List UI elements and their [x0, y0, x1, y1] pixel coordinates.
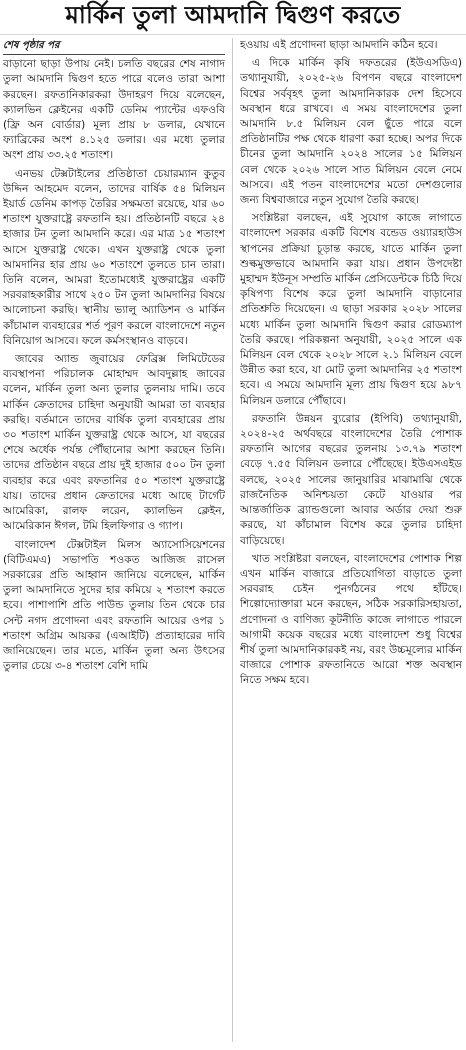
- paragraph: সংশ্লিষ্টরা বলছেন, এই সুযোগ কাজে লাগাতে বাংলাদেশ সরকার একটি বিশেষ বন্ডেড ওয়্যারহাউস স্থাপনের প্রক্রিয়া চূড়ান্ত করছে, যাতে মার্কিন তুলা শুল্কমুক্তভাবে আমদানি করা যায়। প্রধান উপদেষ্টা মুহাম্মদ ইউনূস সম্প্রতি মার্কিন প্রেসিডেন্টকে চিঠি দিয়ে কৃষিপণ্য বিশেষ করে তুলা আমদানি বাড়ানোর প্রতিশ্রুতি দিয়েছেন। এ ছাড়া সরকার ২০২৮ সালের মধ্যে মার্কিন তুলা আমদানি দ্বিগুণ করার রোডম্যাপ তৈরি করছে। পরিকল্পনা অনুযায়ী, ২০২৫ সালে এক মিলিয়ন বেল থেকে ২০২৮ সালে ২.১ মিলিয়ন বেলে উন্নীত করা হবে, যা মোট তুলা আমদানির ২৫ শতাংশ হবে। এ সময়ে আমদানি মূল্য প্রায় দ্বিগুণ হয়ে ৯৮৭ মিলিয়ন ডলারে পৌঁছাবে।: [240, 212, 462, 407]
- paragraph: জাবের অ্যান্ড জুবায়ের ফেব্রিক্স লিমিটেডের ব্যবস্থাপনা পরিচালক মোহাম্মদ আবদুল্লাহ জাবের বলেন, মার্কিন তুলা অন্য তুলার তুলনায় দামি। তবে মার্কিন ক্রেতাদের চাহিদা অনুযায়ী আমরা তা ব্যবহার করছি। বর্তমানে তাদের বার্ষিক তুলা ব্যবহারের প্রায় ৩০ শতাংশ মার্কিন যুক্তরাষ্ট্র থেকে আসে, যা বছরের শেষে অর্ধেক পর্যন্ত পৌঁছানোর আশা করছেন তিনি। তাদের প্রতিষ্ঠান বছরে প্রায় দুই হাজার ৫০০ টন তুলা ব্যবহার করে এবং রফতানির ৫০ শতাংশ যুক্তরাষ্ট্রে যায়। তাদের প্রধান ক্রেতাদের মধ্যে আছে টার্গেট আমেরিকা, রালফ লরেন, ক্যালভিন ক্লেইন, আমেরিকান ঈগল, টমি হিলফিগার ও গ্যাপ।: [3, 353, 225, 533]
- paragraph: বাড়ানো ছাড়া উপায় নেই। চলতি বছরের শেষ নাগাদ তুলা আমদানি দ্বিগুণ হতে পারে বলেও তারা আশা করছেন। রফতানিকারকরা উদাহরণ দিয়ে বলেছেন, ক্যালভিন ক্লেইনের একটি ডেনিম প্যান্টের এফওবি (ফ্রি অন বোর্ডার) মূল্য প্রায় ৮ ডলার, যেখানে ফ্যাব্রিকের অংশ ৪.১২৫ ডলার। এর মধ্যে তুলার অংশ প্রায় ৩৩.২৫ শতাংশ।: [3, 58, 225, 162]
- paragraph: খাত সংশ্লিষ্টরা বলছেন, বাংলাদেশের পোশাক শিল্প এখন মার্কিন বাজারে প্রতিযোগিতা বাড়াতে তুলা সরবরাহ চেইন পুনর্গঠনের পথে হাঁটছে। শিল্পোদ্যোক্তারা মনে করছেন, সঠিক সরকারিসহায়তা, প্রণোদনা ও বাণিজ্য কূটনীতি কাজে লাগাতে পারলে আগামী কয়েক বছরের মধ্যে বাংলাদেশ শুধু বিশ্বের শীর্ষ তুলা আমদানিকারকই নয়, বরং উচ্চমূল্যের মার্কিন বাজারে পোশাক রফতানিতে আরো শক্ত অবস্থান নিতে সক্ষম হবে।: [240, 552, 462, 687]
- paragraph: এ দিকে মার্কিন কৃষি দফতরের (ইউএসডিএ) তথ্যানুযায়ী, ২০২৫-২৬ বিপণন বছরে বাংলাদেশ বিশ্বের সর্ববৃহৎ তুলা আমদানিকারক দেশ হিসেবে অবস্থান ধরে রাখবে। এ সময় বাংলাদেশের তুলা আমদানি ৮.৫ মিলিয়ন বেল ছুঁতে পারে বলে প্রতিষ্ঠানটির পক্ষ থেকে ধারণা করা হচ্ছে। অপর দিকে চীনের তুলা আমদানি ২০২৪ সালের ১৫ মিলিয়ন বেল থেকে ২০২৬ সালে সাত মিলিয়ন বেলে নেমে আসবে। এই পতন বাংলাদেশের মতো দেশগুলোর জন্য বিশ্ববাজারে নতুন সুযোগ তৈরি করছে।: [240, 57, 462, 207]
- paragraph: বাংলাদেশ টেক্সটাইল মিলস অ্যাসোসিয়েশনের (বিটিএমএ) সভাপতি শওকত আজিজ রাসেল সরকারের প্রতি আহ্বান জানিয়ে বলেছেন, মার্কিন তুলা আমদানিতে সুদের হার কমিয়ে ২ শতাংশ করতে হবে। পাশাপাশি প্রতি পাউন্ড তুলায় তিন থেকে চার সেন্ট নগদ প্রণোদনা এবং রফতানি আয়ের ওপর ১ শতাংশ অগ্রিম আয়কর (এআইটি) প্রত্যাহারের দাবি জানিয়েছেন। তার মতে, মার্কিন তুলা অন্য উৎসের তুলার চেয়ে ৩-৪ শতাংশ বেশি দামি: [3, 538, 225, 673]
- column-divider: [232, 38, 233, 1042]
- paragraph: রফতানি উন্নয়ন ব্যুরোর (ইপিবি) তথ্যানুযায়ী, ২০২৪-২৫ অর্থবছরে বাংলাদেশের তৈরি পোশাক রফতানি আগের বছরের তুলনায় ১৩.৭৯ শতাংশ বেড়ে ৭.৫৫ বিলিয়ন ডলারে পৌঁছেছে। ইউএসএইড বলছে, ২০২৫ সালের জানুয়ারির মাঝামাঝি থেকে রাজনৈতিক অনিশ্চয়তা কেটে যাওয়ার পর আন্তর্জাতিক ব্র্যান্ডগুলো আবার অর্ডার দেয়া শুরু করছে, যা কাঁচামাল বিশেষ করে তুলার চাহিদা বাড়িয়েছে।: [240, 412, 462, 547]
- paragraph: হওয়ায় এই প্রণোদনা ছাড়া আমদানি কঠিন হবে।: [240, 39, 438, 51]
- left-column: [3, 38, 225, 1044]
- headline: মার্কিন তুলা আমদানি দ্বিগুণ করতে: [0, 0, 466, 35]
- continued-label: শেষ পৃষ্ঠার পর: [3, 38, 225, 55]
- paragraph: এনভয় টেক্সটাইলের প্রতিষ্ঠাতা চেয়ারম্যান কুতুব উদ্দিন আহমেদ বলেন, তাদের বার্ষিক ৫৪ মিলিয়ন ইয়ার্ড ডেনিম কাপড় তৈরির সক্ষমতা রয়েছে, যার ৬০ শতাংশ যুক্তরাষ্ট্রে রফতানি হয়। প্রতিষ্ঠানটি বছরে ২৪ হাজার টন তুলা আমদানি করে। এর মাত্র ১৫ শতাংশ আসে যুক্তরাষ্ট্র থেকে। এখন যুক্তরাষ্ট্র থেকে তুলা আমদানির হার প্রায় ৬০ শতাংশে তুলতে চান তারা। তিনি বলেন, আমরা ইতোমধ্যেই যুক্তরাষ্ট্রের একটি সরবরাহকারীর সাথে ২৫০ টন তুলা আমদানির বিষয়ে আলোচনা করছি। স্থানীয় ভ্যালু অ্যাডিশন ও মার্কিন কাঁচামাল ব্যবহারের শর্ত পূরণ করলে বাংলাদেশে নতুন বিনিয়োগ আসবে। ফলে কর্মসংস্থানও বাড়বে।: [3, 167, 225, 347]
- right-column: [240, 38, 462, 1044]
